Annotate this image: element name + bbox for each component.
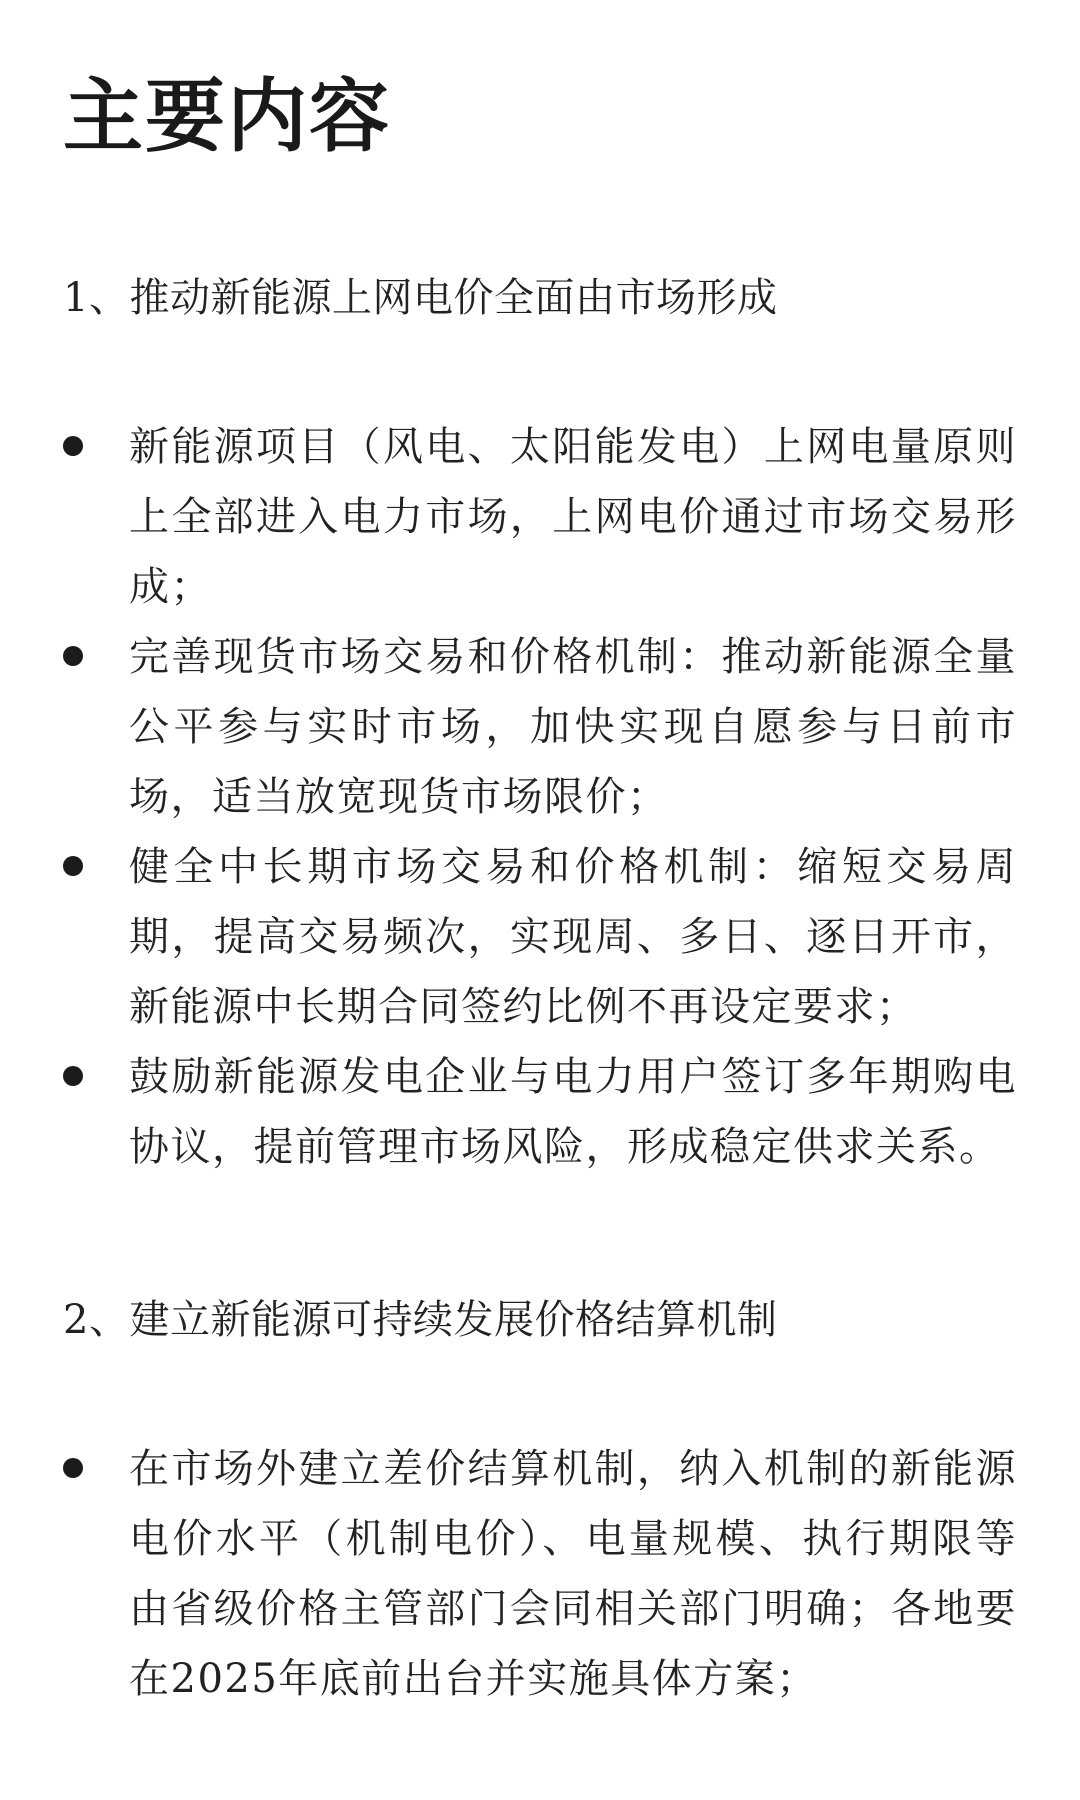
list-item [63, 622, 1017, 832]
list-item [63, 832, 1017, 1042]
bullet-text: 新能源项目（风电、太阳能发电）上网电量原则上全部进入电力市场，上网电价通过市场交易形成； [129, 424, 1017, 610]
bullet-text: 完善现货市场交易和价格机制：推动新能源全量公平参与实时市场，加快实现自愿参与日前市场，适当放宽现货市场限价； [129, 634, 1017, 820]
bullet-dot-icon [63, 856, 83, 876]
bullet-dot-icon [63, 436, 83, 456]
bullet-text: 在市场外建立差价结算机制，纳入机制的新能源电价水平（机制电价）、电量规模、执行期限等由省级价格主管部门会同相关部门明确；各地要在2025年底前出台并实施具体方案； [129, 1446, 1017, 1702]
section-1-bullet-list [63, 412, 1017, 1182]
bullet-dot-icon [63, 646, 83, 666]
bullet-dot-icon [63, 1458, 83, 1478]
list-item [63, 1042, 1017, 1182]
section-heading-1: 1、推动新能源上网电价全面由市场形成 [63, 275, 778, 321]
page-title: 主要内容 [63, 69, 391, 163]
bullet-text: 健全中长期市场交易和价格机制：缩短交易周期，提高交易频次，实现周、多日、逐日开市，新能源中长期合同签约比例不再设定要求； [129, 844, 1017, 1030]
section-2-bullet-list [63, 1434, 1017, 1714]
list-item [63, 1434, 1017, 1714]
section-heading-2: 2、建立新能源可持续发展价格结算机制 [63, 1297, 778, 1343]
list-item [63, 412, 1017, 622]
bullet-dot-icon [63, 1066, 83, 1086]
bullet-text: 鼓励新能源发电企业与电力用户签订多年期购电协议，提前管理市场风险，形成稳定供求关系。 [129, 1054, 1017, 1170]
